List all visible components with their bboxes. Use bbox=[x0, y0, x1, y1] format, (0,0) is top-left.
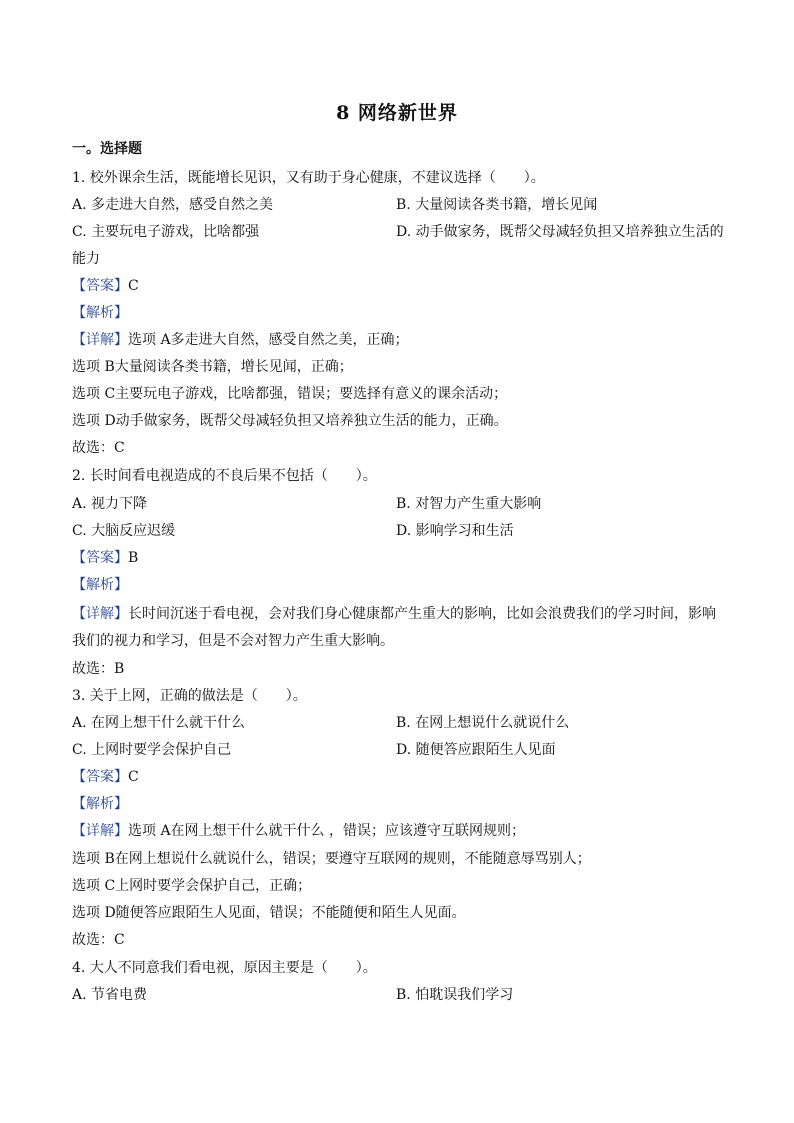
question-3-option-a: A. 在网上想干什么就干什么 bbox=[72, 715, 246, 731]
question-3-answer bbox=[72, 767, 139, 787]
question-3-choice: 故选：C bbox=[72, 932, 125, 948]
question-1-option-d-continued: 能力 bbox=[72, 251, 100, 267]
question-4-option-b: B. 怕耽误我们学习 bbox=[396, 987, 514, 1003]
question-2-option-d: D. 影响学习和生活 bbox=[396, 523, 514, 539]
question-1-option-d: D. 动手做家务，既帮父母减轻负担又培养独立生活的 bbox=[396, 224, 724, 240]
question-3-option-d: D. 随便答应跟陌生人见面 bbox=[396, 742, 556, 758]
question-3-option-c: C. 上网时要学会保护自己 bbox=[72, 742, 232, 758]
question-2-answer bbox=[72, 548, 138, 568]
answer-value: C bbox=[128, 278, 139, 294]
question-1-detail-1 bbox=[72, 330, 409, 350]
answer-label: 【答案】 bbox=[72, 278, 128, 294]
question-1-option-c: C. 主要玩电子游戏，比啥都强 bbox=[72, 224, 260, 240]
question-3-detail-3: 选项 C上网时要学会保护自己，正确； bbox=[72, 878, 312, 894]
question-1-detail-2: 选项 B大量阅读各类书籍，增长见闻，正确； bbox=[72, 359, 353, 375]
detail-label: 【详解】 bbox=[72, 606, 128, 622]
question-1-option-a: A. 多走进大自然，感受自然之美 bbox=[72, 197, 274, 213]
detail-label: 【详解】 bbox=[72, 823, 128, 839]
question-1-option-b: B. 大量阅读各类书籍，增长见闻 bbox=[396, 197, 598, 213]
question-2-option-b: B. 对智力产生重大影响 bbox=[396, 496, 542, 512]
question-2-detail bbox=[72, 601, 724, 655]
question-1-stem: 1. 校外课余生活，既能增长见识，又有助于身心健康，不建议选择（ ）。 bbox=[72, 170, 545, 186]
detail-text: 选项 A多走进大自然，感受自然之美，正确； bbox=[128, 332, 409, 348]
answer-label: 【答案】 bbox=[72, 769, 128, 785]
question-2-option-a: A. 视力下降 bbox=[72, 496, 148, 512]
question-1-detail-4: 选项 D动手做家务，既帮父母减轻负担又培养独立生活的能力，正确。 bbox=[72, 413, 508, 429]
question-3-detail-4: 选项 D随便答应跟陌生人见面，错误；不能随便和陌生人见面。 bbox=[72, 905, 466, 921]
question-3-analysis-label: 【解析】 bbox=[72, 796, 128, 812]
detail-text: 选项 A在网上想干什么就干什么 ，错误；应该遵守互联网规则； bbox=[128, 823, 526, 839]
question-2-choice: 故选：B bbox=[72, 661, 125, 677]
question-4-option-a: A. 节省电费 bbox=[72, 987, 148, 1003]
question-1-detail-3: 选项 C主要玩电子游戏，比啥都强，错误；要选择有意义的课余活动； bbox=[72, 386, 508, 402]
question-1-answer bbox=[72, 276, 139, 296]
question-4-stem: 4. 大人不同意我们看电视，原因主要是（ ）。 bbox=[72, 960, 377, 976]
question-2-option-c: C. 大脑反应迟缓 bbox=[72, 523, 176, 539]
detail-text: 长时间沉迷于看电视，会对我们身心健康都产生重大的影响，比如会浪费我们的学习时间，影响我们的视力和学习，但是不会对智力产生重大影响。 bbox=[72, 606, 716, 649]
question-1-choice: 故选：C bbox=[72, 440, 125, 456]
question-3-stem: 3. 关于上网，正确的做法是（ ）。 bbox=[72, 688, 307, 704]
section-heading: 一。选择题 bbox=[72, 141, 142, 157]
answer-label: 【答案】 bbox=[72, 550, 128, 566]
question-1-analysis-label: 【解析】 bbox=[72, 305, 128, 321]
question-3-option-b: B. 在网上想说什么就说什么 bbox=[396, 715, 570, 731]
page-title: 8 网络新世界 bbox=[336, 102, 458, 124]
question-2-analysis-label: 【解析】 bbox=[72, 577, 128, 593]
answer-value: B bbox=[128, 550, 139, 566]
question-3-detail-1 bbox=[72, 821, 525, 841]
question-3-detail-2: 选项 B在网上想说什么就说什么，错误；要遵守互联网的规则，不能随意辱骂别人； bbox=[72, 851, 591, 867]
question-2-stem: 2. 长时间看电视造成的不良后果不包括（ ）。 bbox=[72, 468, 377, 484]
answer-value: C bbox=[128, 769, 139, 785]
detail-label: 【详解】 bbox=[72, 332, 128, 348]
